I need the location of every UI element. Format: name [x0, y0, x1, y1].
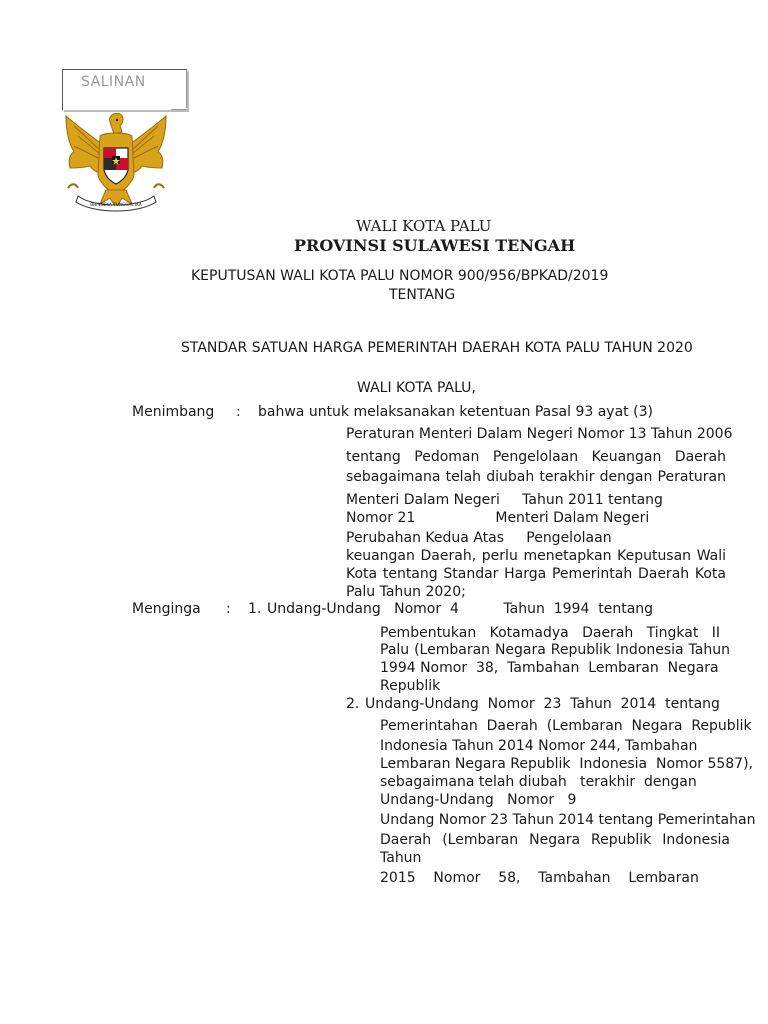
- mengingat-item1-first: Undang-Undang Nomor 4 Tahun 1994 tentang: [267, 601, 654, 617]
- menimbang-colon: :: [236, 404, 241, 420]
- salinan-label: SALINAN: [81, 74, 146, 90]
- mengingat-item1-line: Palu (Lembaran Negara Republik Indonesia Tahun: [380, 642, 730, 658]
- menimbang-label: Menimbang: [132, 404, 215, 420]
- mengingat-item2-line: Tahun: [380, 850, 422, 866]
- mengingat-item-number: 1.: [248, 601, 262, 617]
- decree-title: STANDAR SATUAN HARGA PEMERINTAH DAERAH KOTA PALU TAHUN 2020: [181, 340, 693, 356]
- mengingat-item2-line: Undang-Undang Nomor 9: [380, 792, 577, 808]
- mengingat-item2-line: Daerah (Lembaran Negara Republik Indonesia: [380, 832, 730, 848]
- mengingat-colon: :: [226, 601, 231, 617]
- menimbang-line: tentang Pedoman Pengelolaan Keuangan Daerah: [346, 449, 726, 465]
- mengingat-item2-line: Indonesia Tahun 2014 Nomor 244, Tambahan: [380, 738, 698, 754]
- header-wali-kota: WALI KOTA PALU: [356, 217, 492, 235]
- issuer-line: WALI KOTA PALU,: [357, 380, 476, 396]
- mengingat-item2-line: Pemerintahan Daerah (Lembaran Negara Republik: [380, 718, 752, 734]
- decree-number: KEPUTUSAN WALI KOTA PALU NOMOR 900/956/BPKAD/2019: [191, 268, 609, 284]
- mengingat-item1-line: 1994 Nomor 38, Tambahan Lembaran Negara: [380, 660, 719, 676]
- menimbang-line: Palu Tahun 2020;: [346, 584, 466, 600]
- menimbang-line: Peraturan Menteri Dalam Negeri Nomor 13 Tahun 2006: [346, 426, 733, 442]
- menimbang-line: Nomor 21 Menteri Dalam Negeri: [346, 510, 650, 526]
- mengingat-item2-first: Undang-Undang Nomor 23 Tahun 2014 tentang: [365, 696, 720, 712]
- mengingat-item2-line: sebagaimana telah diubah terakhir dengan: [380, 774, 697, 790]
- mengingat-item2-line: Undang Nomor 23 Tahun 2014 tentang Pemerintahan: [380, 812, 756, 828]
- mengingat-item2-line: 2015 Nomor 58, Tambahan Lembaran: [380, 870, 699, 886]
- menimbang-first-line: bahwa untuk melaksanakan ketentuan Pasal 93 ayat (3): [258, 404, 653, 420]
- menimbang-line: sebagaimana telah diubah terakhir dengan Peraturan: [346, 469, 726, 485]
- menimbang-line: Perubahan Kedua Atas Pengelolaan: [346, 530, 612, 546]
- mengingat-item-number: 2.: [346, 696, 360, 712]
- mengingat-label: Menginga: [132, 601, 201, 617]
- decree-about: TENTANG: [389, 287, 456, 303]
- menimbang-line: Kota tentang Standar Harga Pemerintah Daerah Kota: [346, 566, 726, 582]
- mengingat-item2-line: Lembaran Negara Republik Indonesia Nomor 5587),: [380, 756, 754, 772]
- mengingat-item1-line: Pembentukan Kotamadya Daerah Tingkat II: [380, 625, 720, 641]
- header-provinsi: PROVINSI SULAWESI TENGAH: [294, 236, 576, 255]
- menimbang-line: Menteri Dalam Negeri Tahun 2011 tentang: [346, 492, 663, 508]
- menimbang-line: keuangan Daerah, perlu menetapkan Keputusan Wali: [346, 548, 726, 564]
- emblem-motto: BHINNEKA TUNGGAL IKA: [90, 202, 142, 207]
- mengingat-item1-line: Republik: [380, 678, 441, 694]
